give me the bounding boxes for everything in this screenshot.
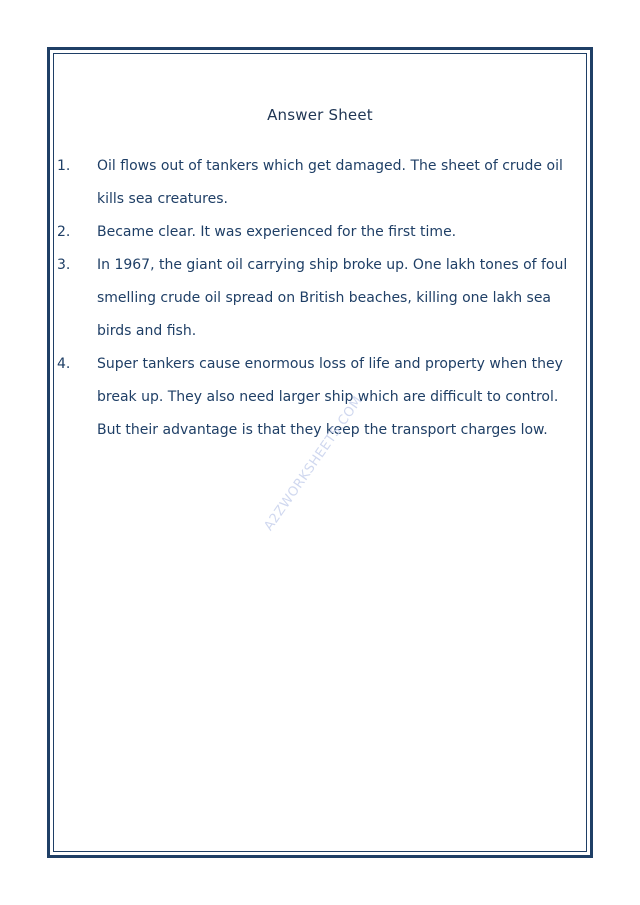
answer-item xyxy=(57,150,582,216)
answer-text: Oil flows out of tankers which get damaged. The sheet of crude oil kills sea creatures. xyxy=(97,158,563,207)
answer-text: Super tankers cause enormous loss of life and property when they break up. They also need larger ship which are difficult to control. But their advantage is that they keep the transport charges low. xyxy=(97,356,563,438)
page-title: Answer Sheet xyxy=(267,106,373,124)
answer-list xyxy=(57,150,582,447)
answer-item xyxy=(57,216,582,249)
answer-number: 3. xyxy=(57,257,71,273)
answer-item xyxy=(57,249,582,348)
watermark: A2ZWORKSHEETS.COM xyxy=(261,393,366,534)
answer-text: Became clear. It was experienced for the first time. xyxy=(97,224,457,240)
answer-number: 1. xyxy=(57,158,71,174)
answer-item xyxy=(57,348,582,447)
answer-number: 4. xyxy=(57,356,71,372)
answer-number: 2. xyxy=(57,224,71,240)
answer-text: In 1967, the giant oil carrying ship broke up. One lakh tones of foul smelling crude oil spread on British beaches, killing one lakh sea birds and fish. xyxy=(97,257,568,339)
